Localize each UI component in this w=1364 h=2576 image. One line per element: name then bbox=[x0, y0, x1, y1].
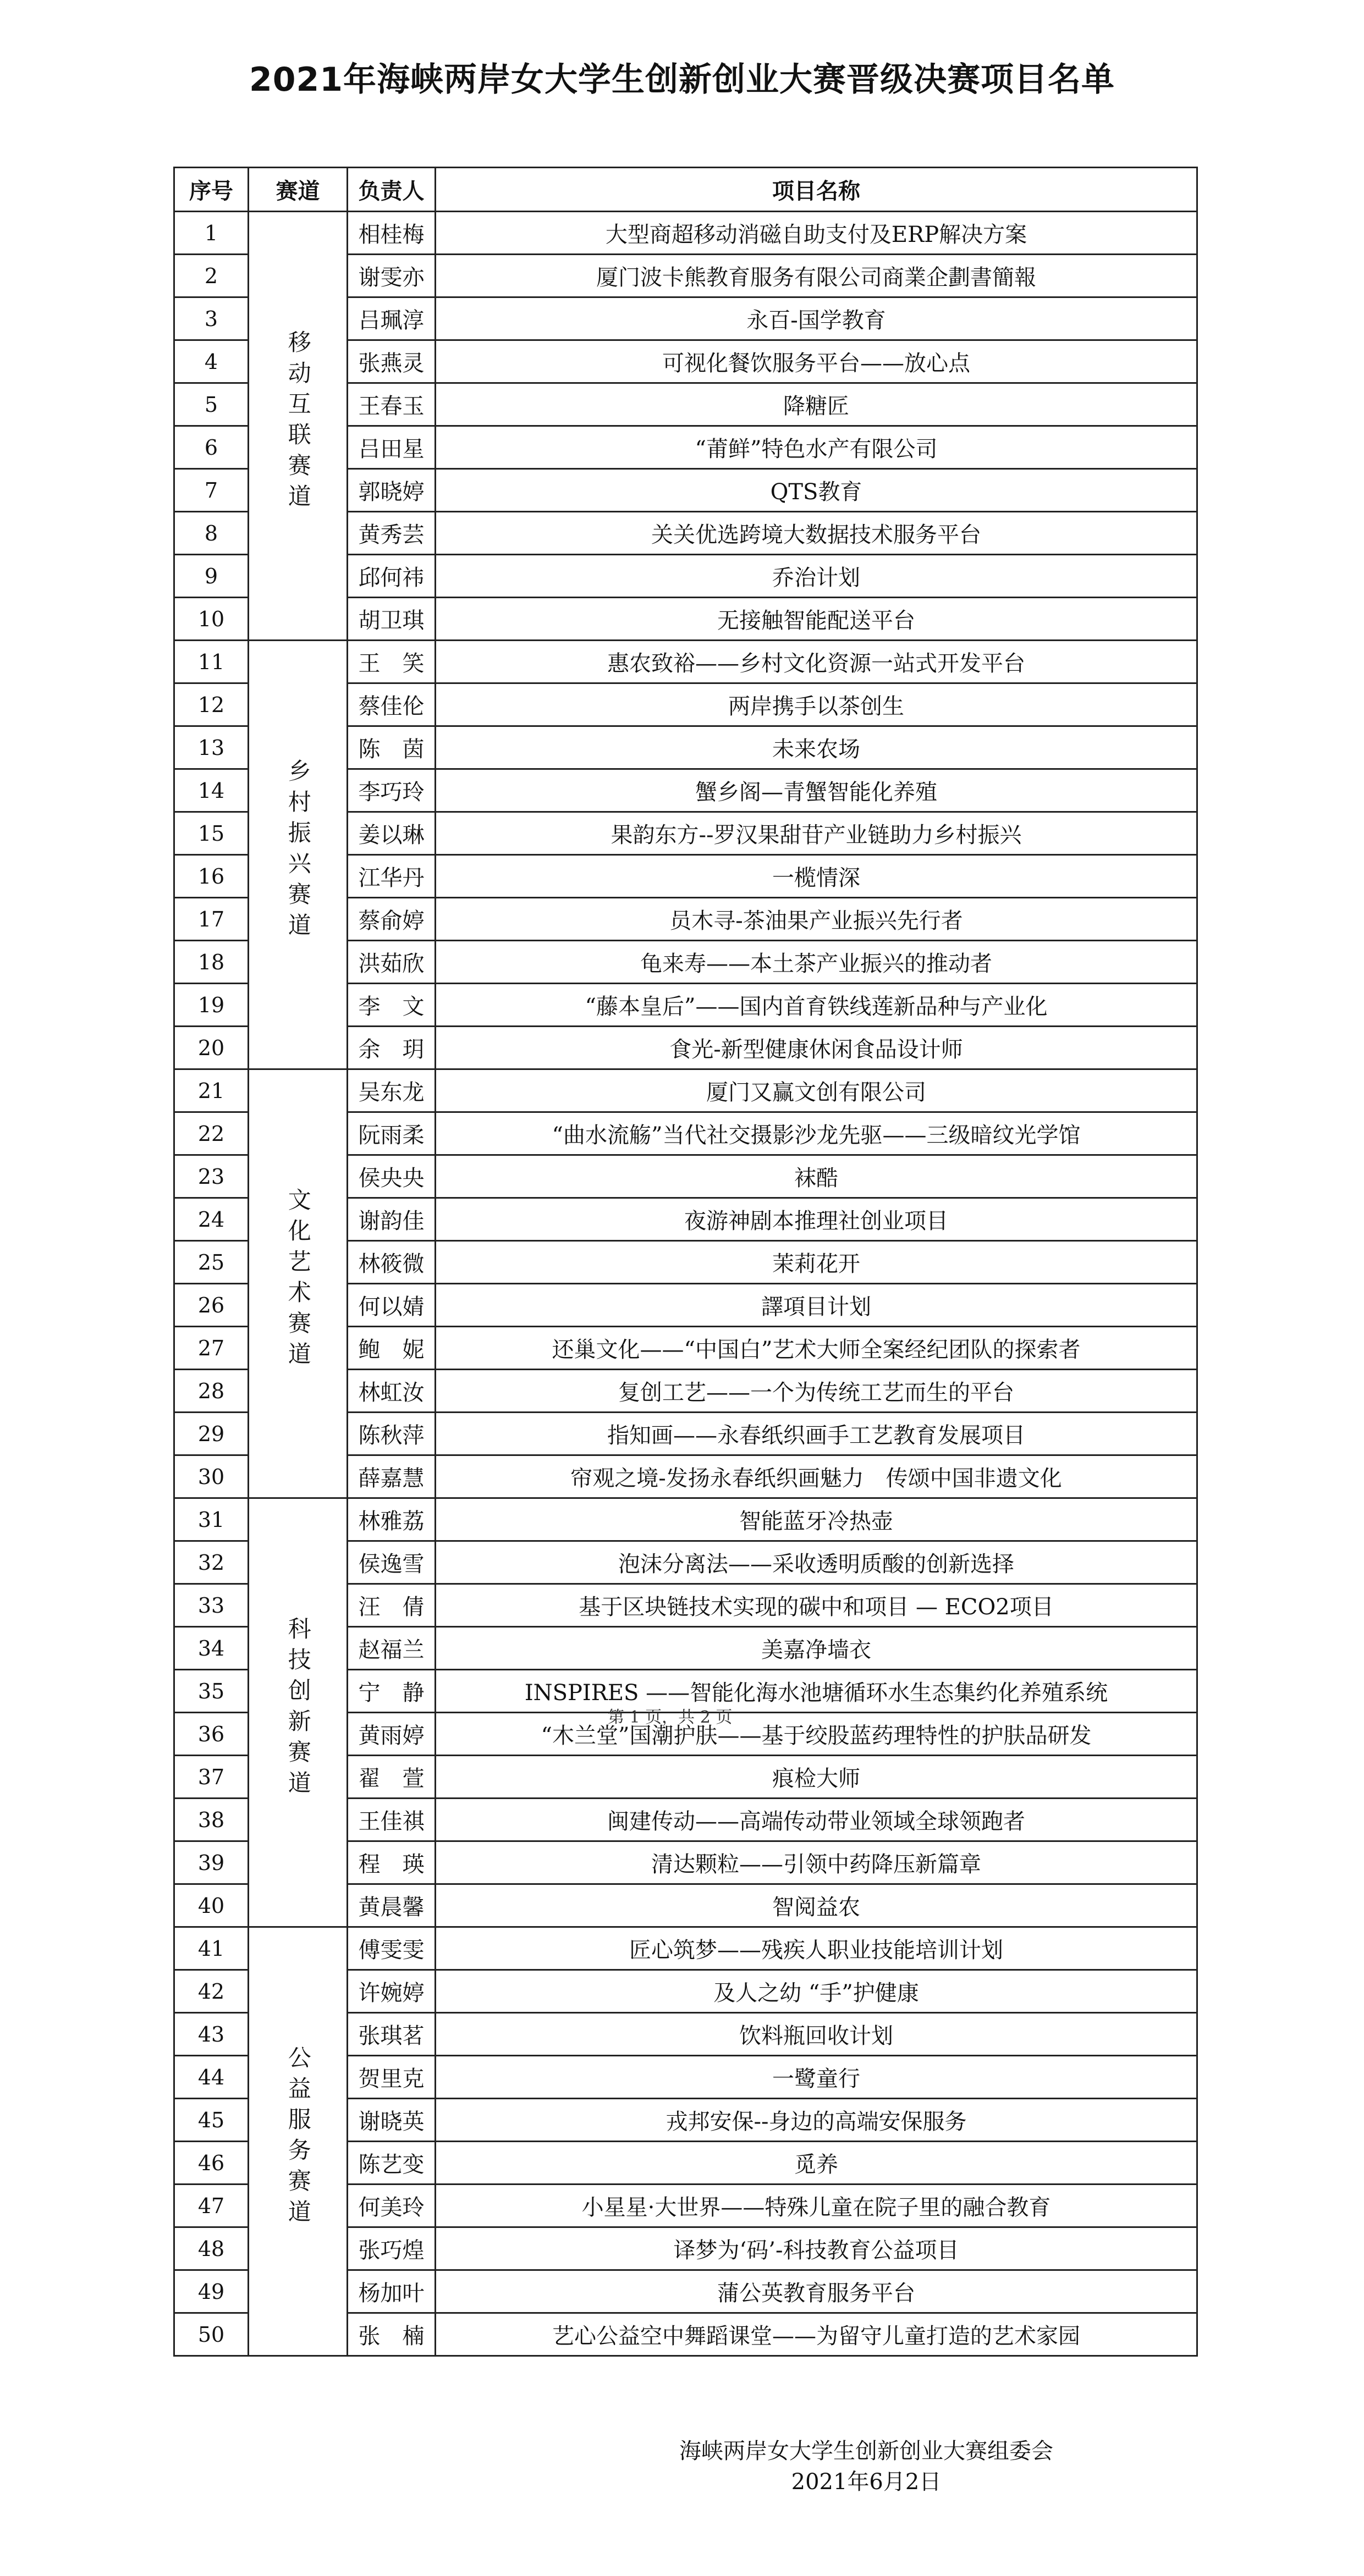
row-index: 47 bbox=[174, 2185, 249, 2227]
row-leader: 赵福兰 bbox=[348, 1627, 436, 1670]
row-project: 痕检大师 bbox=[436, 1756, 1197, 1799]
row-leader: 江华丹 bbox=[348, 855, 436, 898]
track-name: 乡村振兴赛道 bbox=[284, 759, 312, 944]
track-cell bbox=[249, 1069, 348, 1498]
row-leader: 王春玉 bbox=[348, 383, 436, 426]
row-index: 42 bbox=[174, 1970, 249, 2013]
row-leader: 侯逸雪 bbox=[348, 1541, 436, 1584]
track-name: 公益服务赛道 bbox=[284, 2045, 312, 2231]
row-project: 饮料瓶回收计划 bbox=[436, 2013, 1197, 2056]
table-body bbox=[174, 212, 1197, 2356]
row-leader: 张 楠 bbox=[348, 2313, 436, 2356]
row-leader: 张琪茗 bbox=[348, 2013, 436, 2056]
row-leader: 黄秀芸 bbox=[348, 512, 436, 555]
row-leader: 侯央央 bbox=[348, 1155, 436, 1198]
row-project: “木兰堂”国潮护肤——基于绞股蓝药理特性的护肤品研发 bbox=[436, 1713, 1197, 1756]
table-row bbox=[174, 641, 1197, 683]
row-index: 2 bbox=[174, 255, 249, 297]
row-leader: 林虹汝 bbox=[348, 1370, 436, 1413]
row-leader: 邱何祎 bbox=[348, 555, 436, 598]
row-project: 小星星·大世界——特殊儿童在院子里的融合教育 bbox=[436, 2185, 1197, 2227]
row-project: 食光-新型健康休闲食品设计师 bbox=[436, 1027, 1197, 1069]
row-leader: 何美玲 bbox=[348, 2185, 436, 2227]
row-leader: 陈 茵 bbox=[348, 726, 436, 769]
row-leader: 谢雯亦 bbox=[348, 255, 436, 297]
row-project: 未来农场 bbox=[436, 726, 1197, 769]
row-project: 员木寻-茶油果产业振兴先行者 bbox=[436, 898, 1197, 941]
row-leader: 蔡佳伦 bbox=[348, 683, 436, 726]
row-index: 27 bbox=[174, 1327, 249, 1370]
row-index: 32 bbox=[174, 1541, 249, 1584]
row-index: 14 bbox=[174, 769, 249, 812]
row-project: 觅养 bbox=[436, 2142, 1197, 2185]
row-leader: 余 玥 bbox=[348, 1027, 436, 1069]
row-project: 闽建传动——高端传动带业领域全球领跑者 bbox=[436, 1799, 1197, 1841]
header-project: 项目名称 bbox=[436, 168, 1197, 212]
row-index: 37 bbox=[174, 1756, 249, 1799]
row-index: 49 bbox=[174, 2270, 249, 2313]
row-project: 戎邦安保--身边的高端安保服务 bbox=[436, 2099, 1197, 2142]
row-index: 31 bbox=[174, 1498, 249, 1541]
row-index: 19 bbox=[174, 984, 249, 1027]
row-project: 美嘉净墙衣 bbox=[436, 1627, 1197, 1670]
row-project: 及人之幼 “手”护健康 bbox=[436, 1970, 1197, 2013]
row-index: 34 bbox=[174, 1627, 249, 1670]
row-leader: 相桂梅 bbox=[348, 212, 436, 255]
row-project: 还巢文化——“中国白”艺术大师全案经纪团队的探索者 bbox=[436, 1327, 1197, 1370]
row-project: 大型商超移动消磁自助支付及ERP解决方案 bbox=[436, 212, 1197, 255]
row-leader: 何以婧 bbox=[348, 1284, 436, 1327]
row-index: 41 bbox=[174, 1927, 249, 1970]
row-project: 指知画——永春纸织画手工艺教育发展项目 bbox=[436, 1413, 1197, 1455]
row-index: 26 bbox=[174, 1284, 249, 1327]
row-project: 一榄情深 bbox=[436, 855, 1197, 898]
track-cell bbox=[249, 641, 348, 1069]
row-index: 46 bbox=[174, 2142, 249, 2185]
table-row bbox=[174, 1927, 1197, 1970]
track-name: 文化艺术赛道 bbox=[284, 1188, 312, 1373]
row-leader: 阮雨柔 bbox=[348, 1112, 436, 1155]
row-project: 泡沫分离法——采收透明质酸的创新选择 bbox=[436, 1541, 1197, 1584]
table-row bbox=[174, 1069, 1197, 1112]
row-project: 艺心公益空中舞蹈课堂——为留守儿童打造的艺术家园 bbox=[436, 2313, 1197, 2356]
row-project: 茉莉花开 bbox=[436, 1241, 1197, 1284]
row-project: 复创工艺——一个为传统工艺而生的平台 bbox=[436, 1370, 1197, 1413]
row-index: 40 bbox=[174, 1884, 249, 1927]
row-leader: 林筱微 bbox=[348, 1241, 436, 1284]
row-leader: 王 笑 bbox=[348, 641, 436, 683]
row-project: 厦门又赢文创有限公司 bbox=[436, 1069, 1197, 1112]
row-index: 48 bbox=[174, 2227, 249, 2270]
row-index: 44 bbox=[174, 2056, 249, 2099]
row-project: 帘观之境-发扬永春纸织画魅力 传颂中国非遗文化 bbox=[436, 1455, 1197, 1498]
row-leader: 程 瑛 bbox=[348, 1841, 436, 1884]
row-project: 乔治计划 bbox=[436, 555, 1197, 598]
row-leader: 汪 倩 bbox=[348, 1584, 436, 1627]
track-cell bbox=[249, 212, 348, 641]
row-leader: 郭晓婷 bbox=[348, 469, 436, 512]
footer bbox=[632, 2436, 1100, 2497]
row-leader: 吕田星 bbox=[348, 426, 436, 469]
row-index: 50 bbox=[174, 2313, 249, 2356]
row-index: 45 bbox=[174, 2099, 249, 2142]
row-leader: 陈秋萍 bbox=[348, 1413, 436, 1455]
row-leader: 宁 静 bbox=[348, 1670, 436, 1713]
row-project: “藤本皇后”——国内首育铁线莲新品种与产业化 bbox=[436, 984, 1197, 1027]
table-row bbox=[174, 1498, 1197, 1541]
row-leader: 鲍 妮 bbox=[348, 1327, 436, 1370]
row-project: 智能蓝牙冷热壶 bbox=[436, 1498, 1197, 1541]
row-index: 10 bbox=[174, 598, 249, 641]
header-track: 赛道 bbox=[249, 168, 348, 212]
table-header-row bbox=[174, 168, 1197, 212]
row-project: 可视化餐饮服务平台——放心点 bbox=[436, 340, 1197, 383]
row-leader: 林雅荔 bbox=[348, 1498, 436, 1541]
row-leader: 翟 萱 bbox=[348, 1756, 436, 1799]
row-project: 厦门波卡熊教育服务有限公司商業企劃書簡報 bbox=[436, 255, 1197, 297]
row-leader: 黄雨婷 bbox=[348, 1713, 436, 1756]
row-leader: 贺里克 bbox=[348, 2056, 436, 2099]
row-project: 蒲公英教育服务平台 bbox=[436, 2270, 1197, 2313]
row-index: 36 bbox=[174, 1713, 249, 1756]
row-index: 13 bbox=[174, 726, 249, 769]
row-project: 永百-国学教育 bbox=[436, 297, 1197, 340]
row-project: 袜酷 bbox=[436, 1155, 1197, 1198]
row-project: 降糖匠 bbox=[436, 383, 1197, 426]
row-index: 9 bbox=[174, 555, 249, 598]
row-index: 43 bbox=[174, 2013, 249, 2056]
row-index: 4 bbox=[174, 340, 249, 383]
row-index: 23 bbox=[174, 1155, 249, 1198]
row-index: 20 bbox=[174, 1027, 249, 1069]
row-project: 译梦为‘码’-科技教育公益项目 bbox=[436, 2227, 1197, 2270]
row-project: 譯項目计划 bbox=[436, 1284, 1197, 1327]
row-project: 夜游神剧本推理社创业项目 bbox=[436, 1198, 1197, 1241]
row-leader: 谢晓英 bbox=[348, 2099, 436, 2142]
row-project: 惠农致裕——乡村文化资源一站式开发平台 bbox=[436, 641, 1197, 683]
finalist-table bbox=[173, 167, 1198, 2357]
row-index: 11 bbox=[174, 641, 249, 683]
row-project: 一鹭童行 bbox=[436, 2056, 1197, 2099]
row-index: 1 bbox=[174, 212, 249, 255]
row-leader: 黄晨馨 bbox=[348, 1884, 436, 1927]
row-project: 匠心筑梦——残疾人职业技能培训计划 bbox=[436, 1927, 1197, 1970]
row-index: 39 bbox=[174, 1841, 249, 1884]
row-project: 果韵东方--罗汉果甜苷产业链助力乡村振兴 bbox=[436, 812, 1197, 855]
row-index: 29 bbox=[174, 1413, 249, 1455]
row-leader: 吕珮淳 bbox=[348, 297, 436, 340]
row-project: 清达颗粒——引领中药降压新篇章 bbox=[436, 1841, 1197, 1884]
row-index: 24 bbox=[174, 1198, 249, 1241]
row-project: 基于区块链技术实现的碳中和项目 — ECO2项目 bbox=[436, 1584, 1197, 1627]
table-row bbox=[174, 212, 1197, 255]
row-project: 蟹乡阁—青蟹智能化养殖 bbox=[436, 769, 1197, 812]
row-leader: 王佳祺 bbox=[348, 1799, 436, 1841]
track-name: 移动互联赛道 bbox=[284, 330, 312, 515]
track-name: 科技创新赛道 bbox=[284, 1617, 312, 1802]
row-index: 30 bbox=[174, 1455, 249, 1498]
header-leader: 负责人 bbox=[348, 168, 436, 212]
row-leader: 傅雯雯 bbox=[348, 1927, 436, 1970]
row-leader: 李 文 bbox=[348, 984, 436, 1027]
row-leader: 张巧煌 bbox=[348, 2227, 436, 2270]
footer-organizer: 海峡两岸女大学生创新创业大赛组委会 bbox=[679, 2439, 1053, 2464]
row-project: 关关优选跨境大数据技术服务平台 bbox=[436, 512, 1197, 555]
row-project: “莆鲜”特色水产有限公司 bbox=[436, 426, 1197, 469]
track-cell bbox=[249, 1498, 348, 1927]
row-index: 7 bbox=[174, 469, 249, 512]
row-leader: 李巧玲 bbox=[348, 769, 436, 812]
row-index: 33 bbox=[174, 1584, 249, 1627]
row-leader: 姜以琳 bbox=[348, 812, 436, 855]
row-project: 两岸携手以茶创生 bbox=[436, 683, 1197, 726]
track-cell bbox=[249, 1927, 348, 2356]
page-number-overlay: 第 1 页，共 2 页 bbox=[608, 1708, 733, 1727]
row-index: 22 bbox=[174, 1112, 249, 1155]
row-index: 28 bbox=[174, 1370, 249, 1413]
document-title: 2021年海峡两岸女大学生创新创业大赛晋级决赛项目名单 bbox=[249, 60, 1115, 99]
row-leader: 陈艺变 bbox=[348, 2142, 436, 2185]
row-index: 35 bbox=[174, 1670, 249, 1713]
row-index: 18 bbox=[174, 941, 249, 984]
row-leader: 吴东龙 bbox=[348, 1069, 436, 1112]
row-project: 龟来寿——本土茶产业振兴的推动者 bbox=[436, 941, 1197, 984]
header-index: 序号 bbox=[174, 168, 249, 212]
row-leader: 蔡俞婷 bbox=[348, 898, 436, 941]
row-index: 21 bbox=[174, 1069, 249, 1112]
row-project: INSPIRES ——智能化海水池塘循环水生态集约化养殖系统 bbox=[436, 1670, 1197, 1713]
row-index: 38 bbox=[174, 1799, 249, 1841]
row-leader: 张燕灵 bbox=[348, 340, 436, 383]
row-index: 15 bbox=[174, 812, 249, 855]
row-index: 17 bbox=[174, 898, 249, 941]
row-leader: 洪茹欣 bbox=[348, 941, 436, 984]
row-leader: 杨加叶 bbox=[348, 2270, 436, 2313]
row-project: 智阅益农 bbox=[436, 1884, 1197, 1927]
row-project: 无接触智能配送平台 bbox=[436, 598, 1197, 641]
row-index: 6 bbox=[174, 426, 249, 469]
row-project: QTS教育 bbox=[436, 469, 1197, 512]
row-leader: 胡卫琪 bbox=[348, 598, 436, 641]
row-index: 8 bbox=[174, 512, 249, 555]
row-index: 3 bbox=[174, 297, 249, 340]
row-index: 5 bbox=[174, 383, 249, 426]
row-project: “曲水流觞”当代社交摄影沙龙先驱——三级暗纹光学馆 bbox=[436, 1112, 1197, 1155]
row-index: 12 bbox=[174, 683, 249, 726]
row-leader: 谢韵佳 bbox=[348, 1198, 436, 1241]
row-index: 16 bbox=[174, 855, 249, 898]
footer-date: 2021年6月2日 bbox=[791, 2469, 942, 2495]
row-leader: 许婉婷 bbox=[348, 1970, 436, 2013]
row-leader: 薛嘉慧 bbox=[348, 1455, 436, 1498]
row-index: 25 bbox=[174, 1241, 249, 1284]
